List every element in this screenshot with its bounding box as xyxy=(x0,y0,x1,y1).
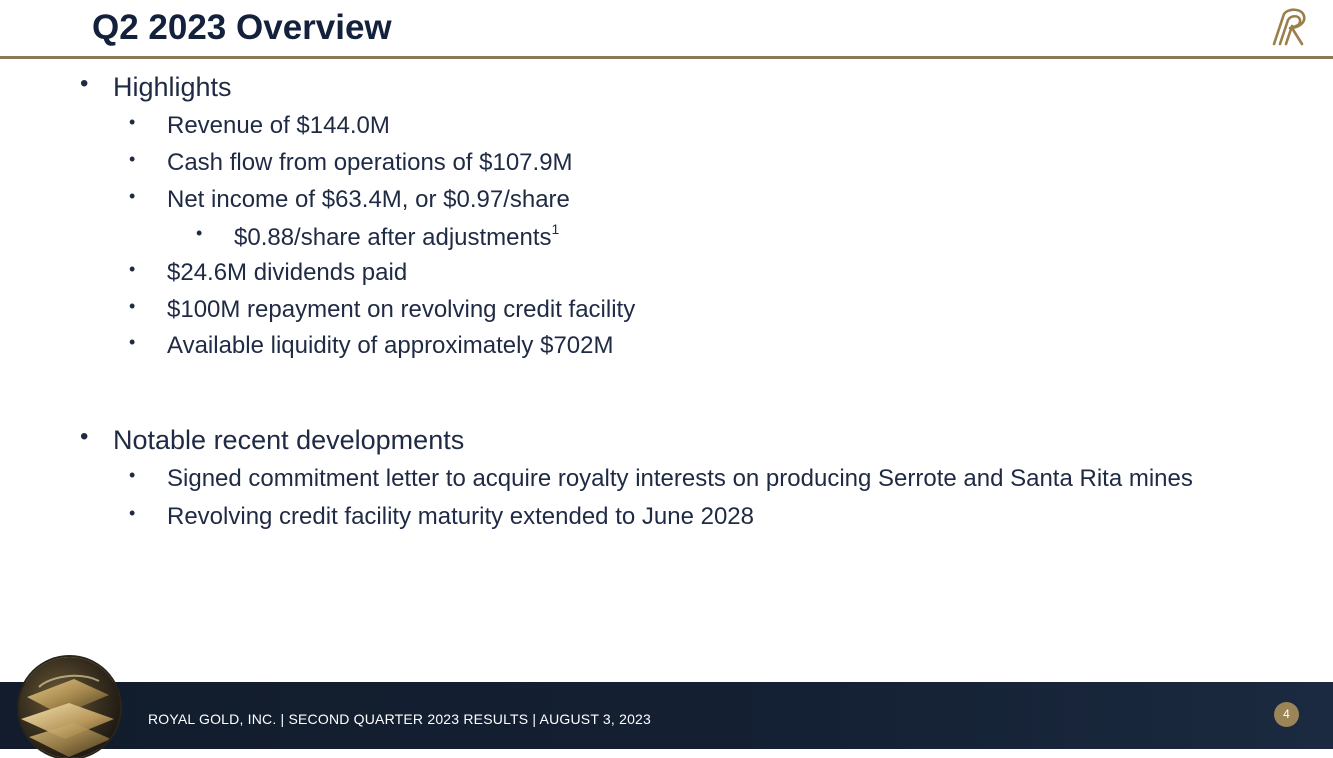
list-item-text: Cash flow from operations of $107.9M xyxy=(167,149,573,176)
list-item xyxy=(129,332,614,360)
list-item-text: $24.6M dividends paid xyxy=(167,259,408,286)
bullet-dot-icon: • xyxy=(196,223,203,243)
gold-bars-icon xyxy=(19,657,120,758)
bullet-dot-icon: • xyxy=(129,332,136,352)
list-item xyxy=(129,296,636,324)
list-item xyxy=(129,112,390,140)
section-heading-developments xyxy=(80,423,465,456)
bullet-dot-icon: • xyxy=(129,503,136,523)
list-item-text: Net income of $63.4M, or $0.97/share xyxy=(167,186,570,213)
list-item-text: Revolving credit facility maturity extended to June 2028 xyxy=(167,503,754,530)
list-item xyxy=(129,186,570,214)
page-title: Q2 2023 Overview xyxy=(92,8,392,47)
list-item xyxy=(129,503,754,531)
section-heading-text: Highlights xyxy=(113,72,232,102)
list-item xyxy=(129,259,408,287)
bullet-dot-icon: • xyxy=(129,259,136,279)
bullet-dot-icon: • xyxy=(129,186,136,206)
bullet-dot-icon: • xyxy=(129,149,136,169)
section-heading-highlights xyxy=(80,70,232,103)
bullet-dot-icon: • xyxy=(80,70,89,97)
list-item-text: $0.88/share after adjustments xyxy=(234,224,552,251)
list-item-text: Revenue of $144.0M xyxy=(167,112,390,139)
section-heading-text: Notable recent developments xyxy=(113,425,465,455)
footer-bar xyxy=(0,682,1333,749)
bullet-dot-icon: • xyxy=(129,296,136,316)
footnote-marker: 1 xyxy=(551,221,560,237)
footer-text: ROYAL GOLD, INC. | SECOND QUARTER 2023 RESULTS | AUGUST 3, 2023 xyxy=(148,711,652,727)
list-item-text: Signed commitment letter to acquire royalty interests on producing Serrote and Santa Rita mines xyxy=(167,465,1193,492)
royal-gold-logo-icon xyxy=(1268,6,1310,48)
bullet-dot-icon: • xyxy=(129,465,136,485)
bullet-dot-icon: • xyxy=(129,112,136,132)
list-item-sub xyxy=(196,221,560,252)
title-divider xyxy=(0,56,1333,59)
gold-nugget-image xyxy=(19,657,120,758)
list-item-text: Available liquidity of approximately $702M xyxy=(167,332,614,359)
list-item xyxy=(129,465,1193,493)
page-number-badge: 4 xyxy=(1274,702,1299,727)
bullet-dot-icon: • xyxy=(80,423,89,450)
list-item xyxy=(129,149,573,177)
list-item-text: $100M repayment on revolving credit facility xyxy=(167,296,636,323)
